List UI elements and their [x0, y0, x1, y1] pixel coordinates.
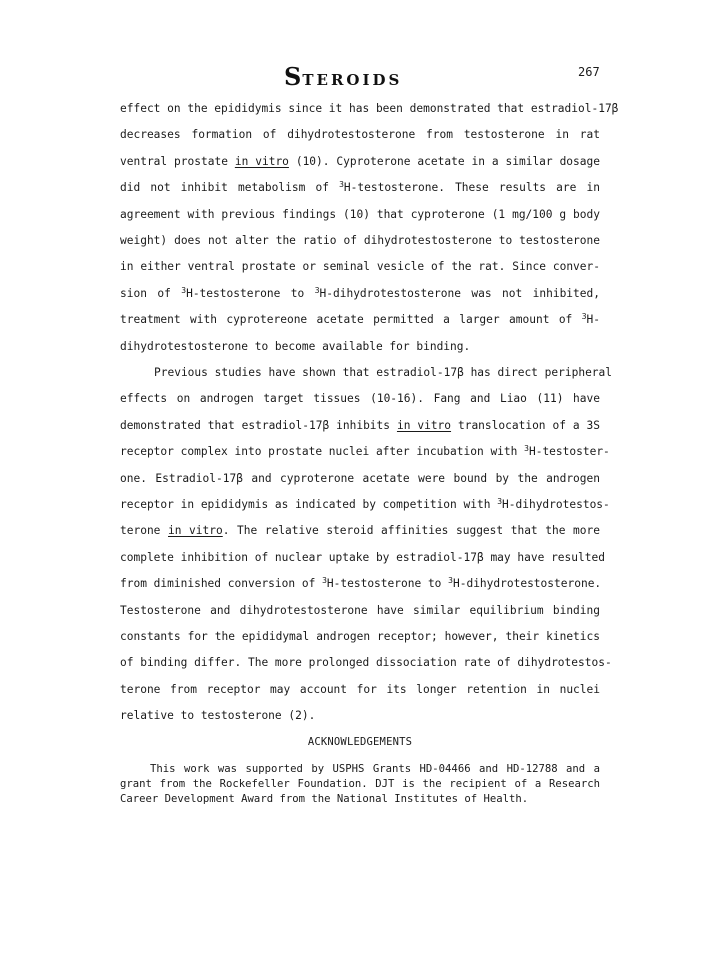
text-line: one. Estradiol-17β and cyproterone acetate were bound by the androgen — [120, 471, 600, 485]
text-line: Previous studies have shown that estradiol-17β has direct peripheral — [154, 366, 613, 379]
italic-term: in vitro — [396, 418, 452, 432]
text-line: treatment with cyprotereone acetate permitted a larger amount of $^3$H- — [120, 312, 600, 327]
text-line: constants for the epididymal androgen receptor; however, their kinetics — [120, 630, 600, 643]
text-line: demonstrated that estradiol-17β inhibits in vitro translocation of a 3S — [120, 418, 601, 432]
page-number: 267 — [578, 65, 600, 79]
italic-term: in vitro — [234, 154, 289, 168]
text-line: terone in vitro. The relative steroid affinities suggest that the more — [120, 524, 600, 538]
text-line: dihydrotestosterone to become available for binding. — [120, 339, 471, 353]
italic-term: in vitro — [168, 524, 223, 538]
text-line: Testosterone and dihydrotestosterone have similar equilibrium binding — [120, 603, 600, 617]
text-line: receptor complex into prostate nuclei after incubation with $^3$H-testoster- — [120, 444, 610, 459]
text-line: grant from the Rockefeller Foundation. DJT is the recipient of a Research — [120, 778, 600, 790]
text-line: from diminished conversion of $^3$H-testosterone to $^3$H-dihydrotestosterone. — [120, 576, 602, 591]
text-line: receptor in epididymis as indicated by competition with $^3$H-dihydrotestos- — [120, 497, 610, 511]
text-line: decreases formation of dihydrotestosterone from testosterone in rat — [120, 128, 600, 142]
text-line: relative to testosterone (2). — [120, 709, 316, 723]
text-line: sion of $^3$H-testosterone to $^3$H-dihydrotestosterone was not inhibited, — [120, 285, 600, 300]
text-line: effect on the epididymis since it has been demonstrated that estradiol-17β — [120, 102, 619, 115]
text-line: This work was supported by USPHS Grants HD-04466 and HD-12788 and a — [150, 763, 600, 775]
text-line: agreement with previous findings (10) that cyproterone (1 mg/100 g body — [120, 207, 600, 221]
running-header — [0, 62, 720, 91]
text-line: in either ventral prostate or seminal vesicle of the rat. Since conver- — [120, 260, 600, 274]
text-line: effects on androgen target tissues (10-16). Fang and Liao (11) have — [120, 392, 600, 406]
journal-name: STEROIDS — [284, 62, 403, 91]
text-line: complete inhibition of nuclear uptake by estradiol-17β may have resulted — [120, 550, 605, 564]
text-line: terone from receptor may account for its longer retention in nuclei — [120, 682, 600, 696]
section-heading: ACKNOWLEDGEMENTS — [307, 736, 413, 748]
text-line: of binding differ. The more prolonged dissociation rate of dihydrotestos- — [120, 656, 612, 670]
text-line: did not inhibit metabolism of $^3$H-testosterone. These results are in — [120, 180, 600, 195]
text-line: weight) does not alter the ratio of dihydrotestosterone to testosterone — [120, 234, 600, 247]
text-line: Career Development Award from the National Institutes of Health. — [120, 793, 529, 805]
text-line: ventral prostate in vitro (10). Cyproterone acetate in a similar dosage — [120, 154, 600, 168]
